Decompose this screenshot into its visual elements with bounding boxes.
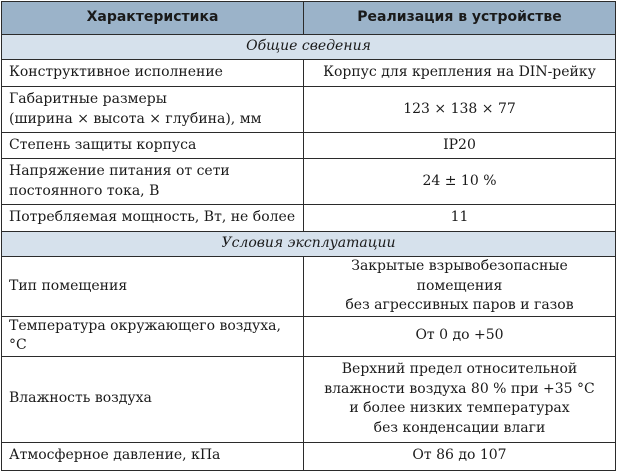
table-row: [2, 257, 616, 317]
table-row: [2, 205, 616, 232]
header-characteristic: Характеристика: [2, 2, 304, 35]
value-cell: Корпус для крепления на DIN-рейку: [304, 60, 616, 87]
value-cell: IP20: [304, 133, 616, 159]
param-cell: Напряжение питания от сети постоянного тока, В: [2, 159, 304, 205]
table-row: [2, 133, 616, 159]
value-cell: Закрытые взрывобезопасные помещения без агрессивных паров и газов: [304, 257, 616, 317]
section-row-general: [2, 35, 616, 60]
param-cell: Температура окружающего воздуха, °С: [2, 316, 304, 356]
value-cell: 24 ± 10 %: [304, 159, 616, 205]
table-row: [2, 356, 616, 442]
table-row: [2, 442, 616, 470]
section-title-general: Общие сведения: [2, 35, 616, 60]
value-cell: 11: [304, 205, 616, 232]
param-cell: Атмосферное давление, кПа: [2, 442, 304, 470]
param-cell: Влажность воздуха: [2, 356, 304, 442]
specifications-table: [1, 1, 616, 471]
header-row: [2, 2, 616, 35]
param-cell: Тип помещения: [2, 257, 304, 317]
param-cell: Конструктивное исполнение: [2, 60, 304, 87]
param-cell: Габаритные размеры (ширина × высота × глубина), мм: [2, 87, 304, 133]
value-cell: От 0 до +50: [304, 316, 616, 356]
value-cell: Верхний предел относительной влажности воздуха 80 % при +35 °С и более низких температурах без конденсации влаги: [304, 356, 616, 442]
table-row: [2, 87, 616, 133]
table-row: [2, 316, 616, 356]
header-implementation: Реализация в устройстве: [304, 2, 616, 35]
value-cell: 123 × 138 × 77: [304, 87, 616, 133]
section-row-operating-conditions: [2, 232, 616, 257]
param-cell: Потребляемая мощность, Вт, не более: [2, 205, 304, 232]
table-row: [2, 159, 616, 205]
param-cell: Степень защиты корпуса: [2, 133, 304, 159]
table-row: [2, 60, 616, 87]
value-cell: От 86 до 107: [304, 442, 616, 470]
section-title-operating-conditions: Условия эксплуатации: [2, 232, 616, 257]
